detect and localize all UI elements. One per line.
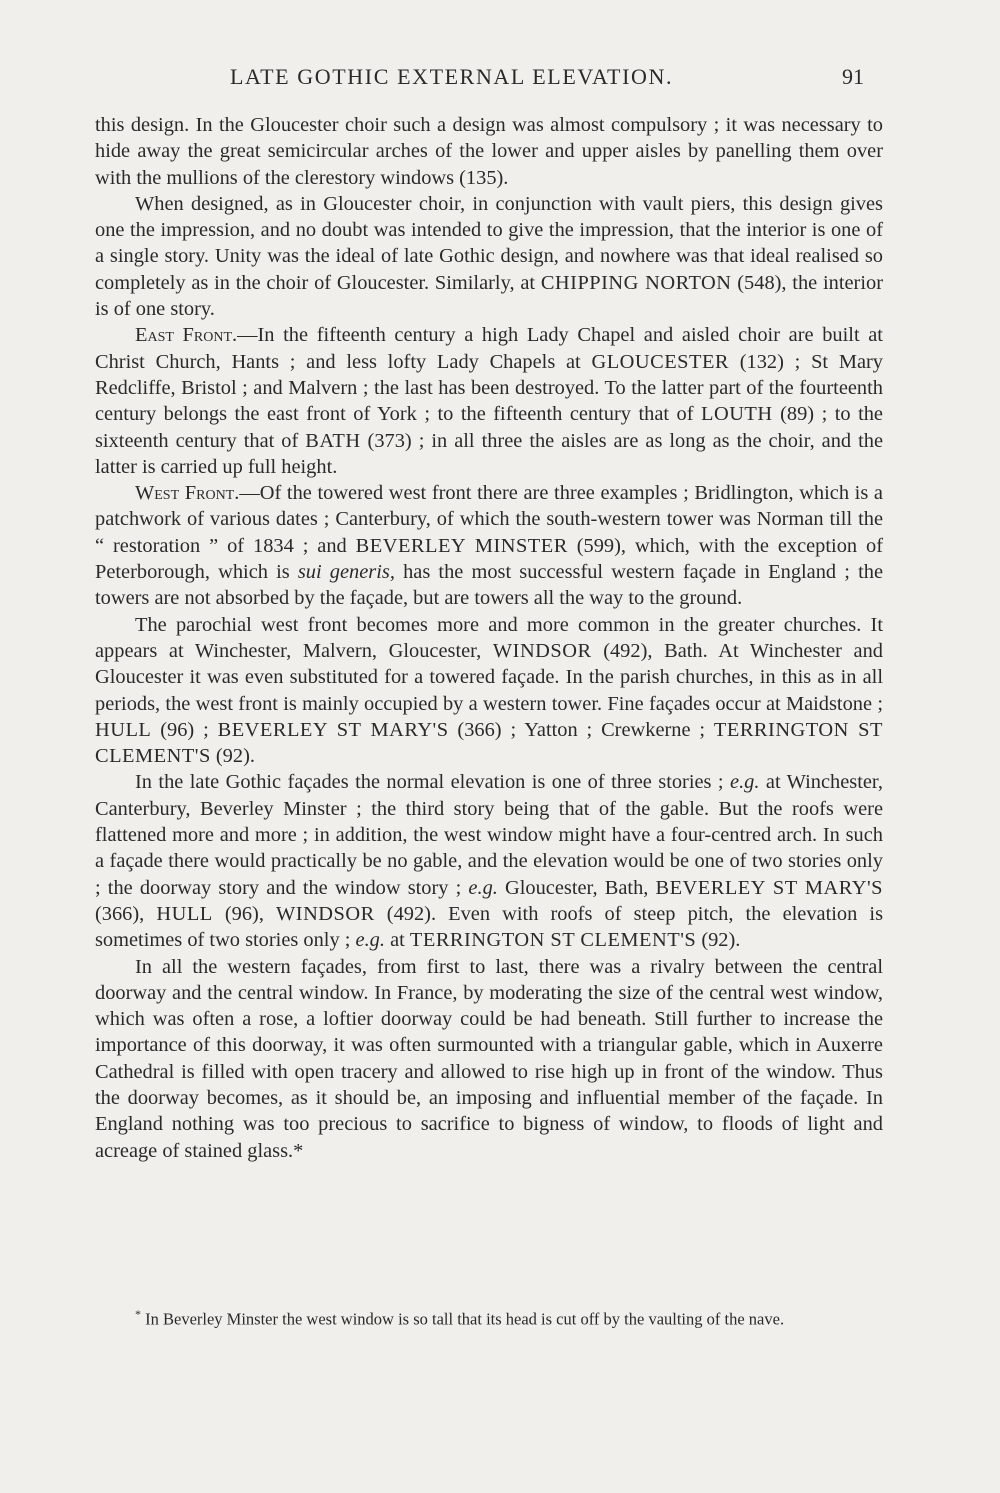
paragraph-1-text: this design. In the Gloucester choir such a design was almost compulsory ; it was necessary to hide away the great semicircular arches of the lower and upper aisles by panelling them over with the mullions of the clerestory windows (135). (95, 114, 883, 189)
page-number: 91 (842, 64, 864, 89)
paragraph-5-text: (366) ; Yatton ; Crewkerne ; (448, 718, 714, 741)
paragraph-7-text: In all the western façades, from first to last, there was a rivalry between the central doorway and the central window. In France, by moderating the size of the central west window, which was often a rose, a loftier doorway could be had beneath. Still further to increase the importance of this doorway, it was often surmounted with a triangular gable, which in Auxerre Cathedral is filled with open tracery and allowed to rise high up in front of the window. Thus the doorway becomes, as it should be, an imposing and influential member of the façade. In England nothing was too precious to sacrifice to bigness of window, to floods of light and acreage of stained glass. (95, 955, 883, 1162)
running-title: LATE GOTHIC EXTERNAL ELEVATION. (230, 64, 674, 89)
plate-reference: BATH (305, 429, 361, 452)
plate-reference: BEVERLEY ST MARY'S (655, 876, 883, 899)
paragraph-3-text: —In the fifteenth century a high Lady Chapel and aisled choir are built at Christ Church, Hants ; and less lofty Lady Chapels at (95, 324, 883, 373)
italic-phrase: e.g. (730, 771, 760, 794)
footnote-reference-mark: * (293, 1139, 304, 1162)
section-heading-west-front: West Front. (135, 482, 240, 505)
body-text (95, 112, 883, 1164)
plate-reference: CHIPPING NORTON (540, 271, 732, 294)
plate-reference: HULL (156, 902, 213, 925)
paragraph-3 (95, 322, 883, 480)
paragraph-4 (95, 480, 883, 611)
plate-reference: LOUTH (701, 403, 773, 426)
paragraph-6-text: In the late Gothic façades the normal elevation is one of three stories ; (135, 771, 731, 794)
paragraph-2-text: (548), the interior is of one story. (95, 271, 883, 321)
paragraph-3-text: (89) ; to the sixteenth century that of (95, 403, 883, 452)
paragraph-5-text: (92). (210, 745, 255, 768)
plate-reference: TERRINGTON ST CLEMENT'S (409, 929, 697, 952)
paragraph-6-text: Gloucester, Bath, (497, 876, 656, 899)
paragraph-3-text: (132) ; St Mary Redcliffe, Bristol ; and Malvern ; the last has been destroyed. To the latter part of the fourteenth century belongs the east front of York ; to the fifteenth century that of (95, 350, 883, 426)
plate-reference: BEVERLEY ST MARY'S (217, 718, 449, 741)
paragraph-5-text: The parochial west front becomes more and more common in the greater churches. It appears at Winchester, Malvern, Gloucester, (95, 613, 883, 662)
plate-reference: GLOUCESTER (591, 350, 730, 373)
paragraph-7 (95, 954, 883, 1164)
paragraph-2 (95, 191, 883, 322)
section-heading-east-front: East Front. (135, 324, 238, 347)
plate-reference: WINDSOR (276, 902, 375, 925)
plate-reference: WINDSOR (492, 639, 592, 662)
italic-phrase: e.g. (355, 929, 385, 952)
running-head (0, 64, 1000, 94)
paragraph-6-text: at (384, 929, 410, 952)
paragraph-5-text: (96) ; (151, 718, 218, 741)
paragraph-6-text: at Winchester, Canterbury, Beverley Minster ; the third story being that of the gable. But the roofs were flattened more and more ; in addition, the west window might have a four-centred arch. In such a façade there would practically be no gable, and the elevation would be one of two stories only ; the doorway story and the window story ; (95, 771, 883, 899)
paragraph-1 (95, 112, 883, 191)
plate-reference: TERRINGTON ST CLEMENT'S (95, 718, 883, 768)
paragraph-5-text: (492), Bath. At Winchester and Gloucester it was even substituted for a towered façade. In the parish churches, in this as in all periods, the west front is mainly occupied by a western tower. Fine façades occur at Maidstone ; (95, 639, 883, 715)
italic-phrase: e.g. (468, 876, 498, 899)
plate-reference: HULL (95, 718, 152, 741)
paragraph-6 (95, 769, 883, 953)
paragraph-4-text: —Of the towered west front there are three examples ; Bridlington, which is a patchwork of various dates ; Canterbury, of which the south-western tower was Norman till the “ restoration ” of 1834 ; and (95, 482, 883, 557)
paragraph-6-text: (96), (212, 902, 277, 925)
footnote-mark: * (135, 1307, 141, 1321)
paragraph-4-text: (599), which, with the exception of Peterborough, which is (95, 534, 883, 584)
paragraph-6-text: (366), (95, 902, 157, 925)
italic-phrase: sui generis, (297, 561, 395, 584)
paragraph-6-text: (492). Even with roofs of steep pitch, the elevation is sometimes of two stories only ; (95, 902, 884, 952)
paragraph-3-text: (373) ; in all three the aisles are as long as the choir, and the latter is carried up full height. (95, 429, 883, 478)
paragraph-6-text: (92). (696, 929, 741, 952)
paragraph-2-text: When designed, as in Gloucester choir, in conjunction with vault piers, this design gives one the impression, and no doubt was intended to give the impression, that the interior is one of a single story. Unity was the ideal of late Gothic design, and nowhere was that ideal realised so completely as in the choir of Gloucester. Similarly, at (95, 192, 883, 294)
plate-reference: BEVERLEY MINSTER (355, 534, 568, 557)
paragraph-4-text: has the most successful western façade in England ; the towers are not absorbed by the façade, but are towers all the way to the ground. (95, 561, 883, 610)
footnote (95, 1304, 883, 1330)
paragraph-5 (95, 612, 883, 770)
footnote-text: In Beverley Minster the west window is so tall that its head is cut off by the vaulting of the nave. (141, 1309, 785, 1329)
